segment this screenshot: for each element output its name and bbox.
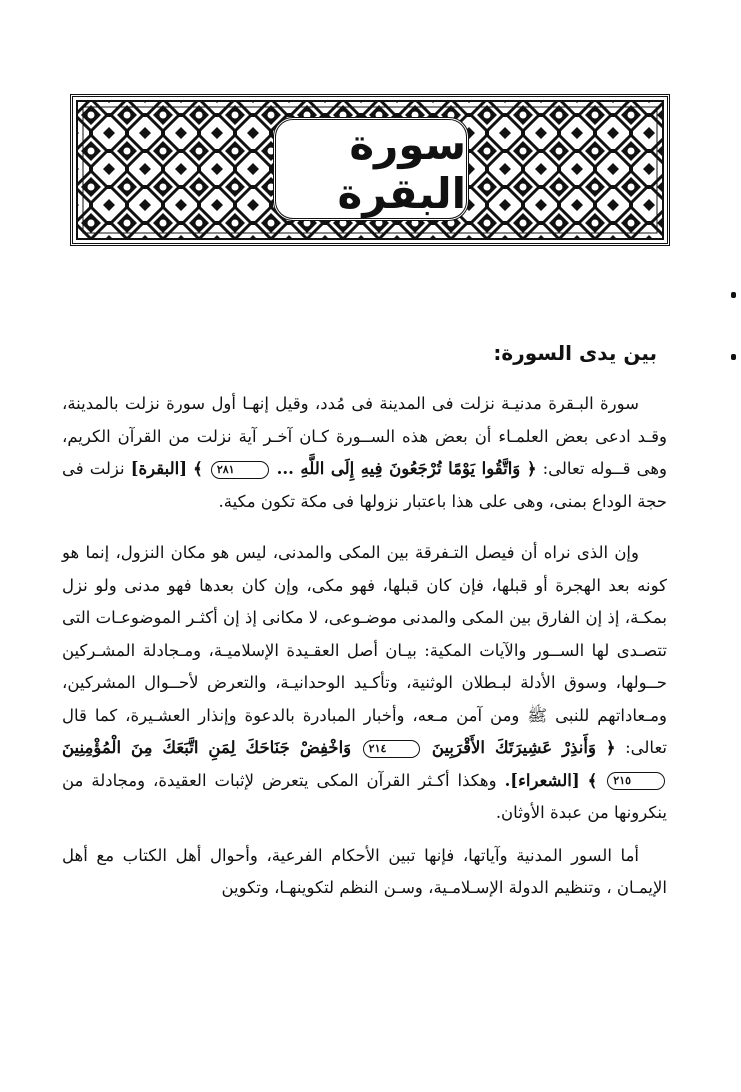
surah-reference: [البقرة] xyxy=(130,459,188,478)
surah-banner xyxy=(70,94,670,246)
body-text xyxy=(62,388,667,924)
quran-verse: ﴿ وَاتَّقُوا يَوْمًا تُرْجَعُونَ فِيهِ إِلَى اللَّهِ ... xyxy=(276,459,537,478)
surah-reference: [الشعراء]. xyxy=(504,770,580,790)
ayah-number: ٢١٤ xyxy=(363,740,421,758)
paragraph-1: سورة البـقرة مدنيـة نزلت فى المدينة فى مُدد، وقيل إنهـا أول سورة نزلت بالمدينة، وقـد ادعى بعض العلمـاء أن بعض هذه الســورة كـان آخـر آية نزلت من القرآن الكريم، وهى قــوله تعالى: ﴿ وَاتَّقُوا يَوْمًا تُرْجَعُونَ فِيهِ إِلَى اللَّهِ ... ٢٨١ ﴾ [البقرة] نزلت فى حجة الوداع بمنى، وهى على هذا باعتبار نزولها فى مكة تكون مكية. xyxy=(62,394,667,511)
ayah-number: ٢٨١ xyxy=(211,461,269,479)
quran-verse: ﴿ وَأَنذِرْ عَشِيرَتَكَ الأَقْرَبِينَ xyxy=(431,738,616,757)
section-heading: بين يدى السورة: xyxy=(493,341,657,365)
paragraph-2: وإن الذى نراه أن فيصل التـفرقة بين المكى والمدنى، ليس هو مكان النزول، إنما هو كونه بعد الهجرة أو قبلها، فإن كان قبلها، فهو مكى، وإن كان بعدها فهو مدنى ولو نزل بمكـة، إذ إن الفارق بين المكى والمدنى موضـوعى، لا مكانى إذ إن أكثـر الموضوعـات التى تتصـدى لها الســور والآيات المكية: بيـان أصل العقـيدة الإسلاميـة، ومـجادلة المشـركين حــولها، وسوق الأدلة لبـطلان الوثنية، وتأكـيد الوحدانيـة، والتعرض لأحــوال المشركين، ومـعاداتهم للنبى ﷺ ومن آمن مـعه، وأخبار المبادرة بالدعوة وإنذار العشـيرة، كما قال تعالى: ﴿ وَأَنذِرْ عَشِيرَتَكَ الأَقْرَبِينَ ٢١٤ وَاخْفِضْ جَنَاحَكَ لِمَنِ اتَّبَعَكَ مِنَ الْمُؤْمِنِينَ ٢١٥ ﴾ [الشعراء]. وهكذا أكـثر القرآن المكى يتعرض لإثبات العقيدة، ومجادلة من ينكرونها من عبدة الأوثان. xyxy=(62,543,667,822)
paragraph-3: أما السور المدنية وآياتها، فإنها تبين الأحكام الفرعية، وأحوال أهل الكتاب مع أهل الإيمـان ، وتنظيم الدولة الإسـلامـية، وسـن النظم لتكوينهـا، وتكوين xyxy=(62,845,667,897)
margin-mark xyxy=(731,292,736,298)
margin-mark xyxy=(731,354,736,360)
surah-title: سورة البقرة xyxy=(337,120,466,218)
surah-title-frame xyxy=(273,117,469,221)
quran-verse: وَاخْفِضْ جَنَاحَكَ لِمَنِ اتَّبَعَكَ مِنَ الْمُؤْمِنِينَ xyxy=(62,738,352,757)
ayah-number: ٢١٥ xyxy=(607,772,665,790)
